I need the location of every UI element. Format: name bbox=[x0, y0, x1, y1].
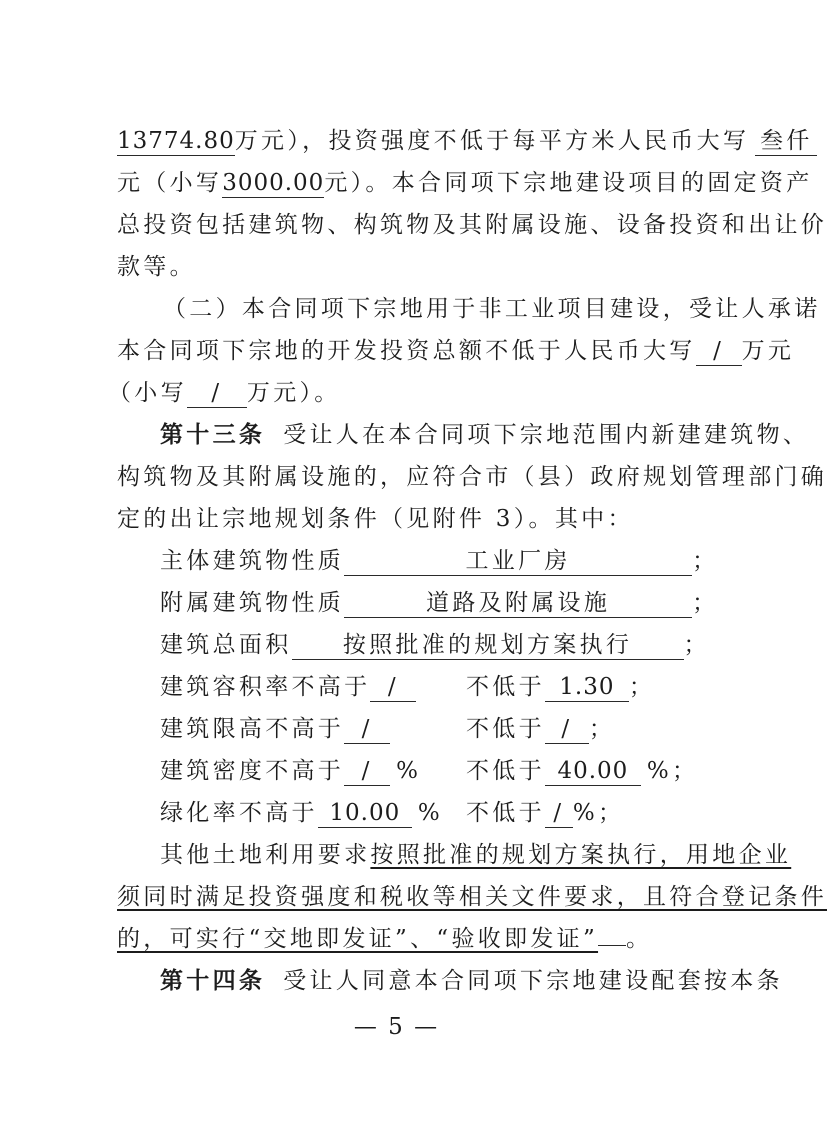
other-req-value-1: 按照批准的规划方案执行，用地企业 bbox=[370, 842, 792, 868]
art13-line-1: 第十三条 受让人在本合同项下宗地范围内新建建筑物、 bbox=[160, 421, 810, 448]
total-area-value: 按照批准的规划方案执行 bbox=[292, 632, 684, 660]
para-12-2-line-1: （二）本合同项下宗地用于非工业项目建设，受让人承诺 bbox=[163, 296, 821, 322]
height-max-value: / bbox=[344, 716, 390, 744]
other-req-line-1: 其他土地利用要求按照批准的规划方案执行，用地企业 bbox=[160, 842, 792, 868]
density-min-row: 不低于 40.00 %； bbox=[466, 758, 699, 784]
density-min-value: 40.00 bbox=[545, 758, 641, 786]
density-max-row: 建筑密度不高于 / % bbox=[160, 758, 422, 784]
para-12-line-1: 13774.80万元），投资强度不低于每平方米人民币大写 叁仟 bbox=[117, 126, 817, 156]
density-max-value: / bbox=[344, 758, 390, 786]
other-req-value-2: 须同时满足投资强度和税收等相关文件要求，且符合登记条件 bbox=[117, 884, 827, 910]
far-min-value: 1.30 bbox=[545, 674, 629, 702]
para-12-2-line-3: （小写 / 万元）。 bbox=[108, 380, 341, 406]
art13-line-2: 构筑物及其附属设施的，应符合市（县）政府规划管理部门确 bbox=[117, 464, 827, 490]
aux-building-row: 附属建筑物性质 道路及附属设施 ； bbox=[160, 590, 719, 616]
para-12-line-4: 款等。 bbox=[117, 254, 196, 280]
art14-title: 第十四条 bbox=[160, 967, 266, 994]
total-investment-amount: 13774.80 bbox=[117, 128, 235, 154]
green-min-row: 不低于 / %； bbox=[466, 800, 625, 826]
para-12-line-3: 总投资包括建筑物、构筑物及其附属设施、设备投资和出让价 bbox=[117, 212, 827, 238]
aux-building-value: 道路及附属设施 bbox=[344, 590, 692, 618]
other-req-line-2 bbox=[117, 882, 827, 912]
art13-line-3: 定的出让宗地规划条件（见附件 3）。其中： bbox=[117, 506, 634, 532]
para-12-2-line-2: 本合同项下宗地的开发投资总额不低于人民币大写 / 万元 bbox=[117, 338, 795, 364]
green-max-row: 绿化率不高于 10.00 % bbox=[160, 800, 443, 826]
far-min-row: 不低于 1.30 ； bbox=[466, 674, 656, 700]
other-req-line-3: 的，可实行“交地即发证”、“验收即发证” 。 bbox=[117, 926, 653, 952]
main-building-value: 工业厂房 bbox=[344, 548, 692, 576]
green-max-value: 10.00 bbox=[318, 800, 412, 828]
green-min-value: / bbox=[545, 800, 573, 828]
art13-title: 第十三条 bbox=[160, 421, 266, 448]
height-min-row: 不低于 / ； bbox=[466, 716, 616, 742]
far-max-value: / bbox=[370, 674, 416, 702]
other-req-value-3: 的，可实行“交地即发证”、“验收即发证” bbox=[117, 926, 599, 952]
non-industrial-lowercase: / bbox=[187, 380, 247, 408]
height-min-value: / bbox=[545, 716, 589, 744]
intensity-lowercase: 3000.00 bbox=[222, 170, 325, 196]
main-building-row: 主体建筑物性质 工业厂房 ； bbox=[160, 548, 719, 574]
height-max-row: 建筑限高不高于 / bbox=[160, 714, 390, 744]
art14-line-1: 第十四条 受让人同意本合同项下宗地建设配套按本条 bbox=[160, 967, 783, 994]
para-12-line-2: 元（小写3000.00元）。本合同项下宗地建设项目的固定资产 bbox=[117, 170, 813, 196]
non-industrial-uppercase: / bbox=[696, 338, 742, 366]
intensity-uppercase: 叁仟 bbox=[755, 128, 817, 156]
total-area-row: 建筑总面积 按照批准的规划方案执行 ； bbox=[160, 632, 710, 658]
page-number: — 5 — bbox=[353, 1014, 440, 1040]
far-max-row: 建筑容积率不高于 / bbox=[160, 672, 416, 702]
